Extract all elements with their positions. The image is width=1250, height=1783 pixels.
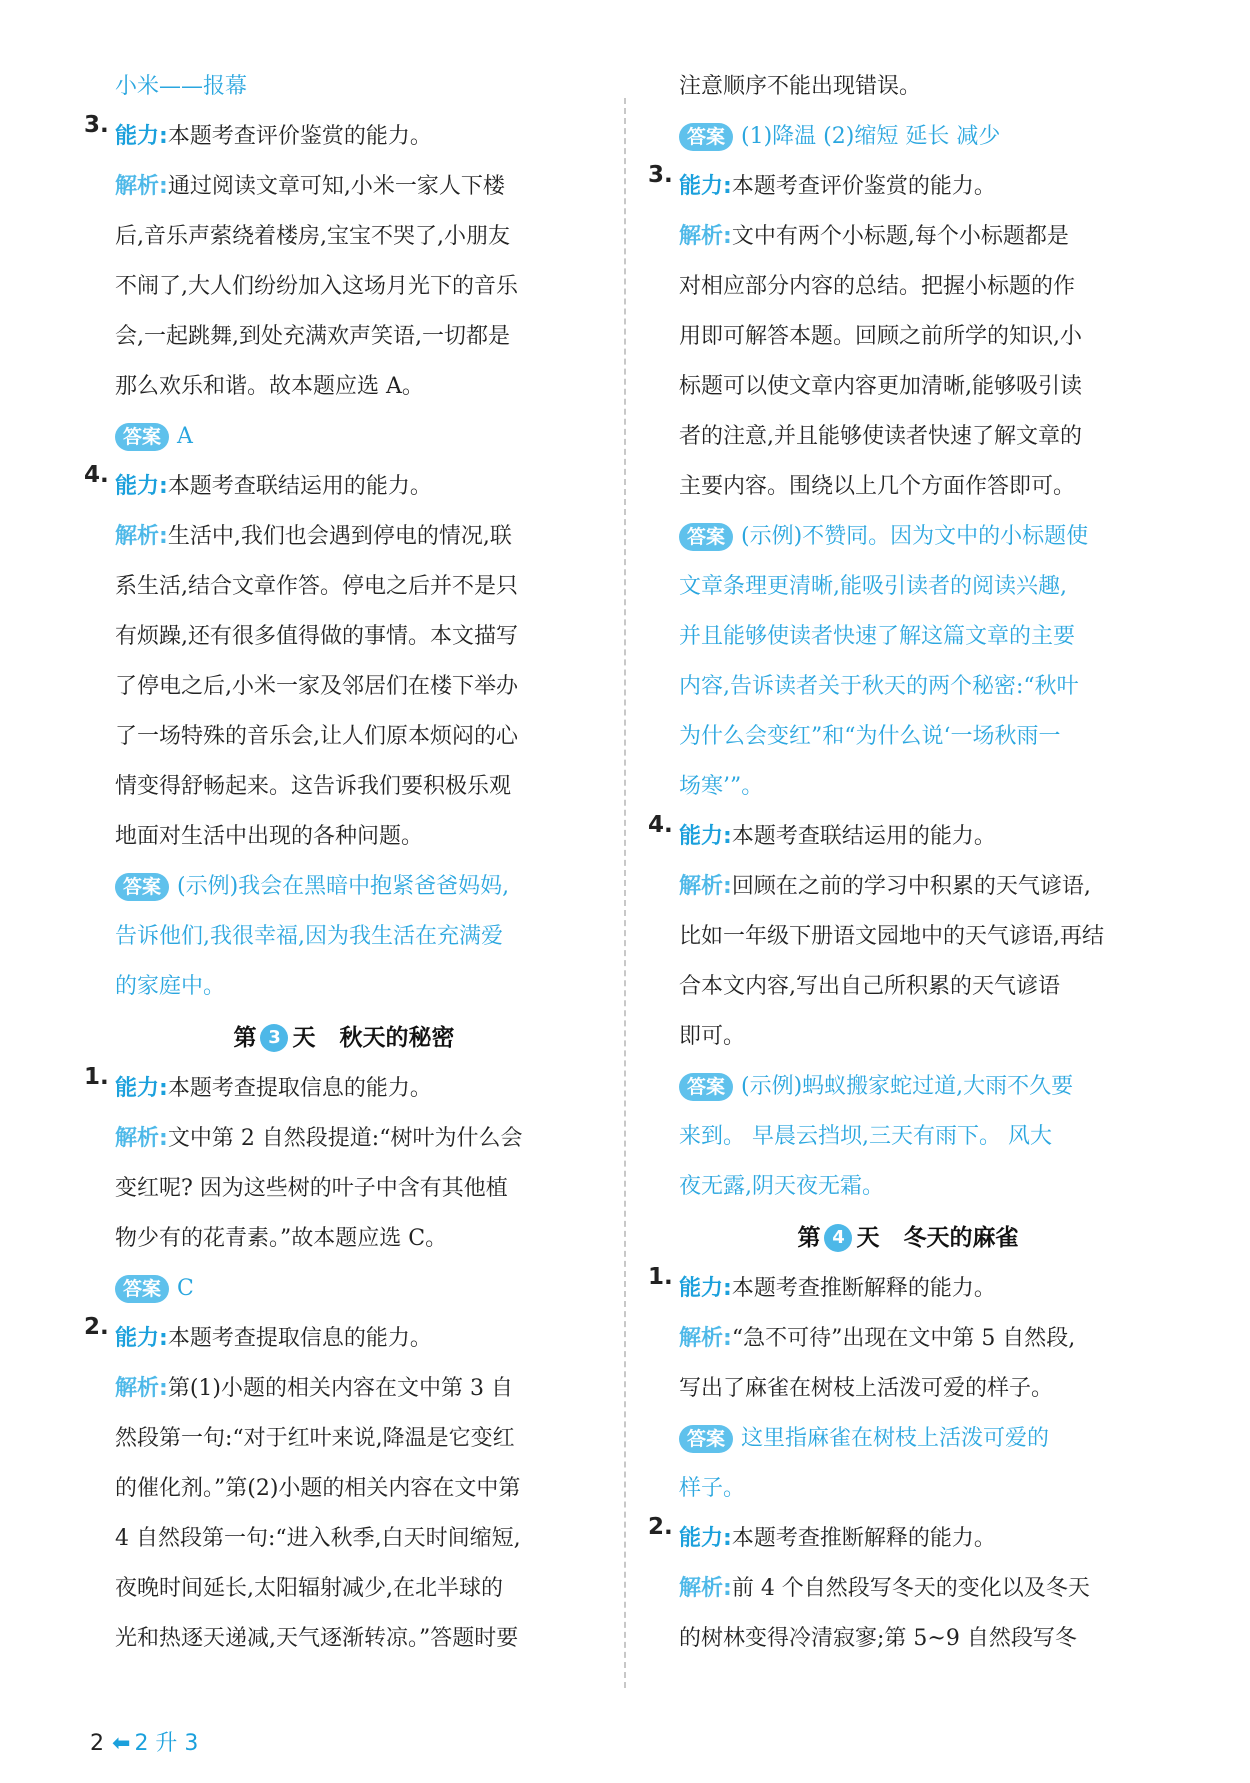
column-divider [624,98,626,1688]
intro-line: 小米——报幕 [115,74,248,99]
answer-badge: 答案 [679,523,733,551]
q2-continuation: 注意顺序不能出现错误。 [679,74,922,99]
day3-question-3: 3. 能力:本题考查评价鉴赏的能力。 解析:文中有两个小标题,每个小标题都是 对相应部分内容的总结。把握小标题的作 用即可解答本题。回顾之前所学的知识,小 标题可以使文章内容更加清晰,能够吸引读 者的注意,并且能够使读者快速了解文章的 主要内容。围绕以上几个方面作答即可。 答案 (示例)不赞同。因为文中的小标题使 文章条理更清晰,能吸引读者的阅读兴趣, 并且能够使读者快速了解这篇文章的主要 内容,告诉读者关于秋天的两个秘密:“秋叶 为什么会变红”和“为什么说‘一场秋雨一 场寒’”。 [648,162,1089,799]
answer-badge: 答案 [115,423,169,451]
question-4: 4. 能力:本题考查联结运用的能力。 解析:生活中,我们也会遇到停电的情况,联 系生活,结合文章作答。停电之后并不是只 有烦躁,还有很多值得做的事情。本文描写 了停电之后,小米一家及邻居们在楼下举办 了一场特殊的音乐会,让人们原本烦闷的心 情变得舒畅起来。这告诉我们要积极乐观 地面对生活中出现的各种问题。 答案 (示例)我会在黑暗中抱紧爸爸妈妈, 告诉他们,我很幸福,因为我生活在充满爱 的家庭中。 [84,462,518,999]
page-footer [90,1726,198,1757]
section-title-day-4: 第 4 天 冬天的麻雀 [797,1225,1019,1251]
answer-badge: 答案 [115,1275,169,1303]
day3-question-1: 1. 能力:本题考查提取信息的能力。 解析:文中第 2 自然段提道:“树叶为什么会 变红呢? 因为这些树的叶子中含有其他植 物少有的花青素。”故本题应选 C。 答案 C [84,1064,523,1301]
answer-text: A [177,424,193,449]
section-title-day-3: 第 3 天 秋天的秘密 [233,1025,455,1051]
question-3: 3. 能力:本题考查评价鉴赏的能力。 解析:通过阅读文章可知,小米一家人下楼 后,音乐声萦绕着楼房,宝宝不哭了,小朋友 不闹了,大人们纷纷加入这场月光下的音乐 会,一起跳舞,到处充满欢声笑语,一切都是 那么欢乐和谐。故本题应选 A。 答案 A [84,112,518,449]
day4-question-2: 2. 能力:本题考查推断解释的能力。 解析:前 4 个自然段写冬天的变化以及冬天 的树林变得冷清寂寥;第 5~9 自然段写冬 [648,1514,1090,1651]
day-number-badge: 4 [824,1224,852,1252]
question-number: 3. [84,112,109,138]
answer-badge: 答案 [679,1425,733,1453]
right-column: 注意顺序不能出现错误。 答案 (1)降温 (2)缩短 延长 减少 3. 能力:本题考查评价鉴赏的能力。 解析:文中有两个小标题,每个小标题都是 对相应部分内容的总结。把握小标题的作 用即可解答本题。回顾之前所学的知识,小 标题可以使文章内容更加清晰,能够吸引读 者的注意,并且能够使读者快速了解文章的 主要内容。围绕以上几个方面作答即可。 答案 (示例)不赞同。因为文中的小标题使 文章条理更清晰,能吸引读者的阅读兴趣, 并且能够使读者快速了解这篇文章的主要 内容,告诉读者关于秋天的两个秘密:“秋叶 为什么会变红”和“为什么说‘一场秋雨一 场寒’”。 4. 能力:本题考查联结运用的能力。 解析:回顾在之前的学习中积累的天气谚语, 比如一年级下册语文园地中的天气谚语,再结 合本文内容,写出自己所积累的天气谚语 即可。 答案 (示例)蚂蚁搬家蛇过道,大雨不久要 来到。 早晨云挡坝,三天有雨下。 风大 夜无露,阴天夜无霜。 第 4 天 冬天的麻雀 1. 能力:本题考查推断解释的能力。 解析:“急不可待”出现在文中第 5 自然段, 写出了麻雀在树枝上活泼可爱的样子。 答案 这里指麻雀在树枝上活泼可爱的 样子。 2. 能力:本题考查推断解释的能力。 解析:前 4 个自然段写冬天的变化以及冬天 的树林变得冷清寂寥;第 5~9 自然段写冬 [648,62,1168,1664]
left-column [84,62,604,1664]
day3-question-4: 4. 能力:本题考查联结运用的能力。 解析:回顾在之前的学习中积累的天气谚语, 比如一年级下册语文园地中的天气谚语,再结 合本文内容,写出自己所积累的天气谚语 即可。 答案 (示例)蚂蚁搬家蛇过道,大雨不久要 来到。 早晨云挡坝,三天有雨下。 风大 夜无露,阴天夜无霜。 [648,812,1104,1199]
answer-badge: 答案 [679,1073,733,1101]
ability-label: 能力 [115,474,160,499]
analysis-label: 解析 [115,174,160,199]
day-number-badge: 3 [260,1024,288,1052]
ability-text: 本题考查评价鉴赏的能力。 [167,124,432,149]
question-number: 4. [84,462,109,488]
day3-question-2: 2. 能力:本题考查提取信息的能力。 解析:第(1)小题的相关内容在文中第 3 自 然段第一句:“对于红叶来说,降温是它变红 的催化剂。”第(2)小题的相关内容在文中第 4 自然段第一句:“进入秋季,白天时间缩短, 夜晚时间延长,太阳辐射减少,在北半球的 光和热逐天递减,天气逐渐转凉。”答题时要 [84,1314,521,1651]
grade-label: 2 升 3 [134,1731,199,1756]
ability-label: 能力 [115,124,160,149]
answer-badge: 答案 [679,123,733,151]
arrow-left-icon: ⬅ [112,1731,131,1756]
answer-badge: 答案 [115,873,169,901]
section-title-text: 冬天的麻雀 [903,1225,1019,1251]
analysis-label: 解析 [115,524,160,549]
page-number: 2 [90,1731,104,1756]
day4-question-1: 1. 能力:本题考查推断解释的能力。 解析:“急不可待”出现在文中第 5 自然段, 写出了麻雀在树枝上活泼可爱的样子。 答案 这里指麻雀在树枝上活泼可爱的 样子。 [648,1264,1076,1501]
section-title-text: 秋天的秘密 [339,1025,455,1051]
